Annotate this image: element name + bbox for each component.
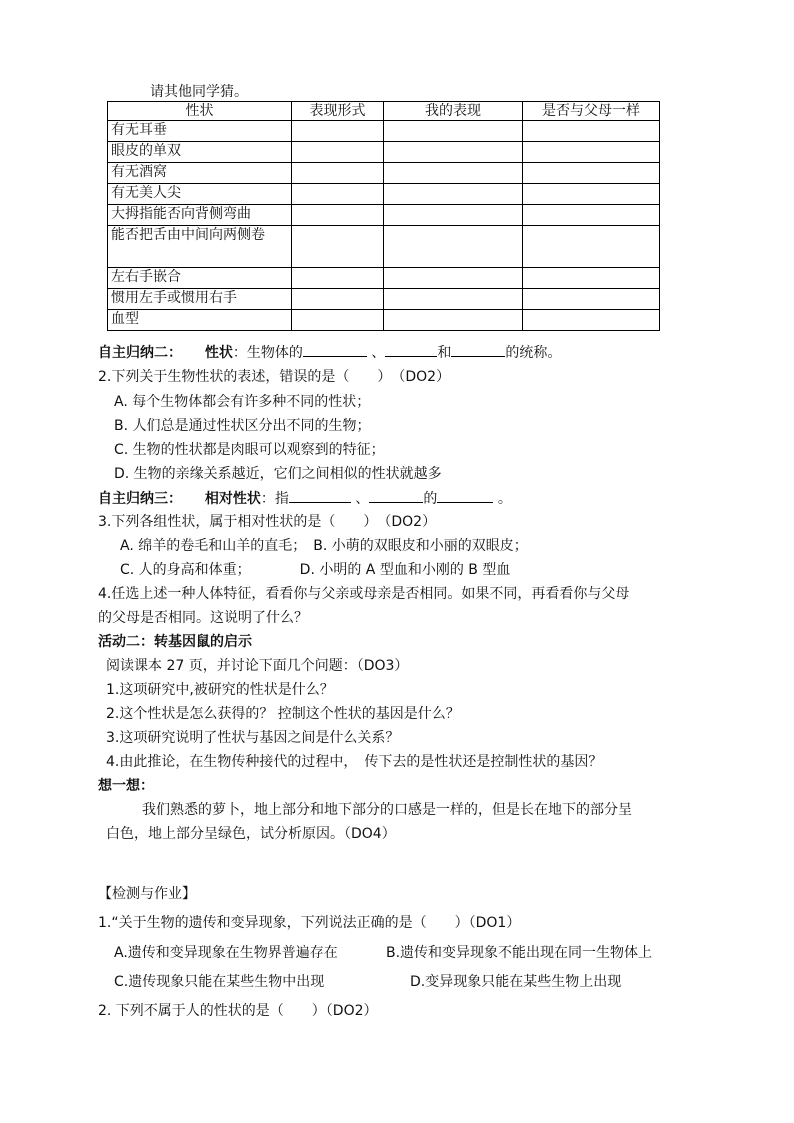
summary-two-sep2: 和: [437, 345, 452, 361]
summary-two-text2: 的统称。: [505, 345, 562, 361]
homework-question-1-option-b: B.遗传和变异现象不能出现在同一生物体上: [386, 945, 653, 961]
think-title: 想一想：: [98, 778, 154, 794]
cell-mine: [384, 205, 523, 226]
question-3-options-row1: A. 绵羊的卷毛和山羊的直毛； B. 小萌的双眼皮和小丽的双眼皮；: [120, 538, 528, 554]
table-row: [108, 163, 660, 184]
header-trait: 性状: [108, 102, 292, 121]
fill-blank[interactable]: [437, 488, 493, 503]
cell-mine: [384, 121, 523, 142]
table-row: [108, 205, 660, 226]
cell-same: [523, 163, 660, 184]
fill-blank[interactable]: [303, 342, 367, 357]
cell-form: [292, 310, 384, 331]
row-trait: 惯用左手或惯用右手: [108, 289, 292, 310]
activity-two-item: 1.这项研究中,被研究的性状是什么？: [106, 682, 334, 698]
homework-question-1-option-c: C.遗传现象只能在某些生物中出现: [114, 974, 325, 990]
header-mine: 我的表现: [384, 102, 523, 121]
table-row: [108, 289, 660, 310]
homework-question-1-option-a: A.遗传和变异现象在生物界普遍存在: [114, 945, 338, 961]
fill-blank[interactable]: [385, 342, 437, 357]
cell-mine: [384, 184, 523, 205]
summary-two-sep1: 、: [371, 345, 386, 361]
cell-same: [523, 226, 660, 268]
table-row: [108, 268, 660, 289]
row-trait: 眼皮的单双: [108, 142, 292, 163]
think-line2: 白色，地上部分呈绿色，试分析原因。（DO4）: [106, 826, 396, 842]
question-4-line1: 4.任选上述一种人体特征，看看你与父亲或母亲是否相同。如果不同，再看看你与父母: [98, 586, 630, 602]
cell-same: [523, 289, 660, 310]
summary-two: [98, 342, 561, 363]
cell-mine: [384, 142, 523, 163]
question-2-stem: 2.下列关于生物性状的表述，错误的是（ ） （DO2）: [98, 369, 451, 385]
cell-form: [292, 289, 384, 310]
cell-mine: [384, 310, 523, 331]
activity-two-intro: 阅读课本 27 页，并讨论下面几个问题：（DO3）: [106, 658, 409, 674]
row-trait: 有无耳垂: [108, 121, 292, 142]
question-2-option-d: D. 生物的亲缘关系越近，它们之间相似的性状就越多: [114, 466, 442, 482]
summary-two-text1: ：生物体的: [232, 345, 303, 361]
activity-two-title: 活动二：转基因鼠的启示: [98, 634, 252, 650]
table-row: [108, 121, 660, 142]
homework-question-1-stem: 1.“关于生物的遗传和变异现象，下列说法正确的是（ ）（DO1）: [98, 915, 521, 931]
cell-form: [292, 268, 384, 289]
activity-two-item: 4.由此推论，在生物传种接代的过程中， 传下去的是性状还是控制性状的基因？: [106, 754, 603, 770]
summary-two-term: 性状: [204, 345, 233, 361]
summary-three-label: 自主归纳三：: [98, 491, 182, 507]
fill-blank[interactable]: [369, 488, 423, 503]
table-row: [108, 142, 660, 163]
row-trait: 有无酒窝: [108, 163, 292, 184]
summary-two-label: 自主归纳二：: [98, 345, 182, 361]
traits-table: [107, 101, 660, 331]
cell-form: [292, 121, 384, 142]
header-same-as-parents: 是否与父母一样: [523, 102, 660, 121]
summary-three-text2: 的: [423, 491, 438, 507]
homework-question-2-stem: 2. 下列不属于人的性状的是（ ）（DO2）: [98, 1003, 378, 1019]
question-2-option-c: C. 生物的性状都是肉眼可以观察到的特征；: [114, 442, 385, 458]
activity-two-item: 3.这项研究说明了性状与基因之间是什么关系？: [106, 730, 400, 746]
cell-same: [523, 310, 660, 331]
summary-three-sep1: 、: [355, 491, 370, 507]
table-row: [108, 184, 660, 205]
question-3-stem: 3.下列各组性状，属于相对性状的是（ ） （DO2）: [98, 514, 437, 530]
question-2-option-b: B. 人们总是通过性状区分出不同的生物；: [114, 418, 371, 434]
cell-form: [292, 226, 384, 268]
cell-same: [523, 121, 660, 142]
question-3-options-row2: C. 人的身高和体重； D. 小明的 A 型血和小刚的 B 型血: [120, 562, 511, 578]
cell-same: [523, 205, 660, 226]
row-trait: 血型: [108, 310, 292, 331]
intro-text: 请其他同学猜。: [150, 84, 248, 100]
cell-mine: [384, 268, 523, 289]
cell-same: [523, 184, 660, 205]
think-line1: 我们熟悉的萝卜，地上部分和地下部分的口感是一样的，但是长在地下的部分呈: [142, 802, 632, 818]
row-trait: 能否把舌由中间向两侧卷: [108, 226, 292, 268]
row-trait: 大拇指能否向背侧弯曲: [108, 205, 292, 226]
cell-form: [292, 142, 384, 163]
cell-form: [292, 184, 384, 205]
table-row: [108, 310, 660, 331]
header-form: 表现形式: [292, 102, 384, 121]
homework-title: 【检测与作业】: [98, 886, 196, 902]
table-row: [108, 226, 660, 268]
question-2-option-a: A. 每个生物体都会有许多种不同的性状；: [114, 394, 371, 410]
summary-three-text3: 。: [497, 491, 512, 507]
cell-form: [292, 205, 384, 226]
cell-mine: [384, 226, 523, 268]
cell-same: [523, 142, 660, 163]
fill-blank[interactable]: [289, 488, 351, 503]
cell-mine: [384, 163, 523, 184]
homework-question-1-option-d: D.变异现象只能在某些生物上出现: [410, 974, 622, 990]
row-trait: 有无美人尖: [108, 184, 292, 205]
summary-three-text1: ：指: [260, 491, 289, 507]
row-trait: 左右手嵌合: [108, 268, 292, 289]
summary-three: [98, 488, 512, 509]
summary-three-term: 相对性状: [204, 491, 261, 507]
cell-mine: [384, 289, 523, 310]
table-header-row: [108, 102, 660, 121]
activity-two-item: 2.这个性状是怎么获得的？ 控制这个性状的基因是什么？: [106, 706, 460, 722]
cell-same: [523, 268, 660, 289]
cell-form: [292, 163, 384, 184]
fill-blank[interactable]: [451, 342, 505, 357]
question-4-line2: 的父母是否相同。这说明了什么？: [98, 610, 308, 626]
